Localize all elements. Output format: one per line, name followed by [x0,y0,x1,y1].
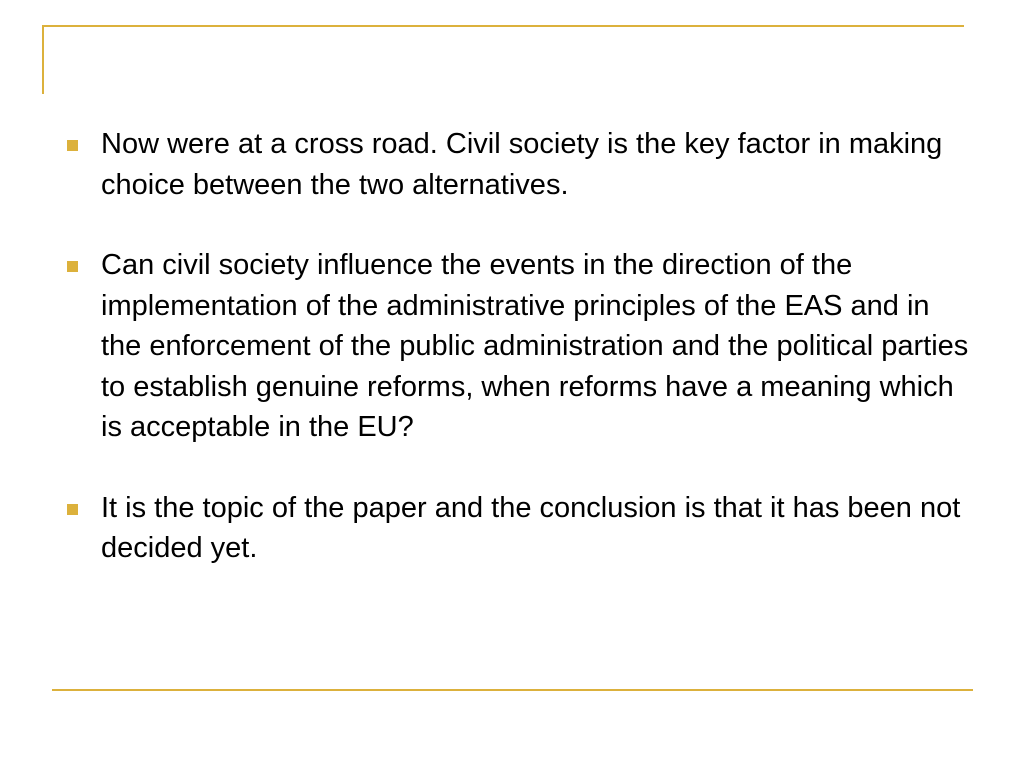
bullet-item [64,488,974,569]
square-bullet-icon [67,140,78,151]
bottom-rule [52,689,973,691]
left-rule [42,25,44,94]
bullet-item [64,245,974,448]
top-rule [42,25,964,27]
slide-body [64,124,974,569]
bullet-item [64,124,974,205]
bullet-list [64,124,974,569]
bullet-text: It is the topic of the paper and the conclusion is that it has been not decided yet. [101,491,961,564]
square-bullet-icon [67,261,78,272]
bullet-text: Now were at a cross road. Civil society is the key factor in making choice between the two alternatives. [101,128,943,201]
square-bullet-icon [67,504,78,515]
bullet-text: Can civil society influence the events in the direction of the implementation of the administrative principles of the EAS and in the enforcement of the public administration and the political parties to establish genuine reforms, when reforms have a meaning which is acceptable in the EU? [101,249,969,443]
